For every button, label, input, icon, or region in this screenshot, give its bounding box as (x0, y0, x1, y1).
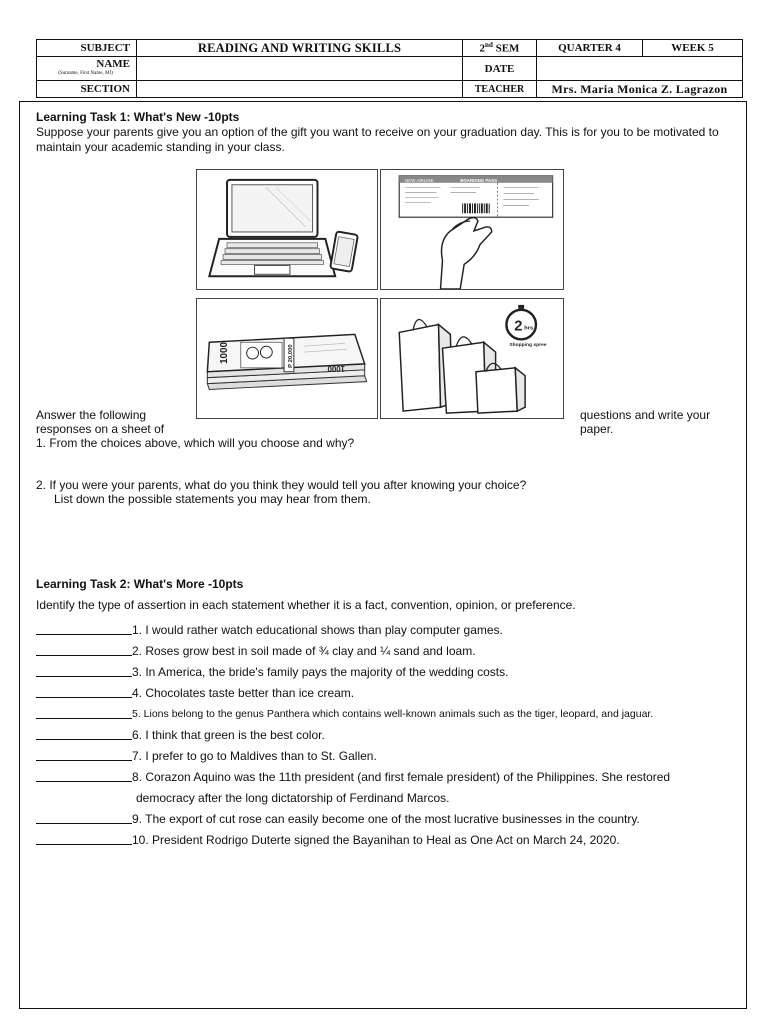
teacher-label: TEACHER (463, 81, 537, 98)
name-field[interactable] (137, 57, 463, 81)
date-label: DATE (463, 57, 537, 81)
laptop-image[interactable] (196, 169, 378, 290)
list-item: 5. Lions belong to the genus Panthera which contains well-known animals such as the tiger, leopard, and jaguar. (36, 703, 736, 724)
subject-label: SUBJECT (37, 40, 137, 57)
list-item: 6. I think that green is the best color. (36, 724, 736, 745)
answer-blank[interactable] (36, 708, 132, 719)
header-table (36, 39, 743, 98)
list-item: 9. The export of cut rose can easily become one of the most lucrative businesses in the country. (36, 808, 736, 829)
boarding-pass-image[interactable] (380, 169, 564, 290)
answer-blank[interactable] (36, 750, 132, 761)
question-1: 1. From the choices above, which will you choose and why? (36, 436, 355, 450)
week: WEEK 5 (643, 40, 743, 57)
list-item: 7. I prefer to go to Maldives than to St. Gallen. (36, 745, 736, 766)
section-label: SECTION (37, 81, 137, 98)
semester: 2nd SEM (463, 40, 537, 57)
list-item: 3. In America, the bride's family pays the majority of the wedding costs. (36, 661, 736, 682)
section-field[interactable] (137, 81, 463, 98)
boarding-pass-text: BOARDING PASS (460, 177, 498, 183)
money-icon (197, 299, 377, 418)
assertion-list (36, 619, 736, 850)
name-label: NAME (Surname, First Name, MI) (37, 57, 137, 81)
answer-instruction-left: Answer the following responses on a sheet of (36, 408, 165, 436)
ticket-icon (381, 170, 563, 289)
answer-blank[interactable] (36, 645, 132, 656)
laptop-icon (197, 170, 377, 289)
answer-blank[interactable] (36, 771, 132, 782)
timer-number-text: 2 (514, 318, 523, 335)
question-2-continued: List down the possible statements you may hear from them. (54, 492, 371, 506)
money-corner-text: 1000 (327, 363, 346, 373)
answer-blank[interactable] (36, 624, 132, 635)
list-item-continued: democracy after the long dictatorship of Ferdinand Marcos. (136, 790, 450, 805)
task1-title: Learning Task 1: What's New -10pts (36, 110, 240, 124)
answer-blank[interactable] (36, 666, 132, 677)
shopping-bag-icon (381, 299, 563, 418)
shopping-label-text: Shopping spree (509, 343, 547, 349)
answer-blank[interactable] (36, 687, 132, 698)
answer-blank[interactable] (36, 834, 132, 845)
quarter: QUARTER 4 (537, 40, 643, 57)
list-item: 4. Chocolates taste better than ice cream. (36, 682, 736, 703)
task2-intro: Identify the type of assertion in each statement whether it is a fact, convention, opinion, or preference. (36, 598, 576, 612)
answer-blank[interactable] (36, 813, 132, 824)
answer-instruction-right: questions and write your paper. (580, 408, 711, 436)
money-amount-text: 1000 (219, 342, 231, 364)
answer-blank[interactable] (36, 729, 132, 740)
teacher-name: Mrs. Maria Monica Z. Lagrazon (537, 81, 743, 98)
shopping-spree-image[interactable] (380, 298, 564, 419)
money-image[interactable] (196, 298, 378, 419)
money-band-text: P 20,000 (287, 344, 294, 368)
list-item: 1. I would rather watch educational shows than play computer games. (36, 619, 736, 640)
question-2: 2. If you were your parents, what do you think they would tell you after knowing your choice? (36, 478, 527, 492)
list-item: 2. Roses grow best in soil made of ¾ clay and ¼ sand and loam. (36, 640, 736, 661)
name-note: (Surname, First Name, MI) (58, 71, 113, 76)
airline-text: NEW AIRLINE (405, 177, 434, 183)
task1-intro: Suppose your parents give you an option of the gift you want to receive on your graduation day. This is for you to be motivated to maintain your academic standing in your class. (36, 125, 719, 154)
list-item: 10. President Rodrigo Duterte signed the Bayanihan to Heal as One Act on March 24, 2020. (36, 829, 736, 850)
list-item: 8. Corazon Aquino was the 11th president (and first female president) of the Philippines. She restored (36, 766, 736, 787)
subject-value: READING AND WRITING SKILLS (137, 40, 463, 57)
task2-title: Learning Task 2: What's More -10pts (36, 577, 244, 591)
timer-unit-text: hrs (524, 325, 534, 332)
date-field[interactable] (537, 57, 743, 81)
